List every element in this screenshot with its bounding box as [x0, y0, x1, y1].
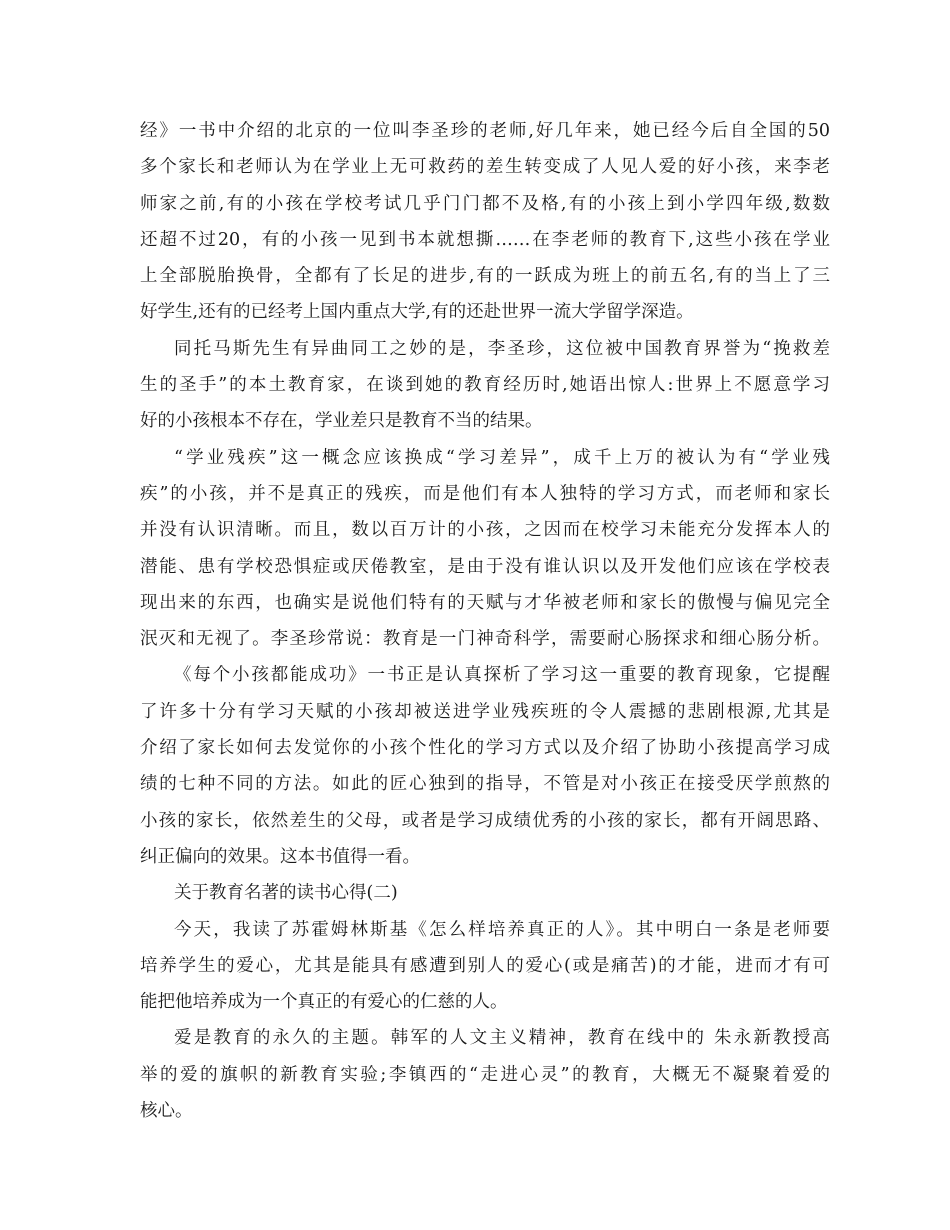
text-line: 小孩的家长，依然差生的父母，或者是学习成绩优秀的小孩的家长，都有开阔思路、 — [140, 810, 830, 831]
text-line: 生的圣手”的本土教育家，在谈到她的教育经历时,她语出惊人:世界上不愿意学习 — [140, 375, 830, 396]
paragraph-first-line: 《每个小孩都能成功》一书正是认真探析了学习这一重要的教育现象，它提醒 — [174, 665, 830, 686]
text-line: 介绍了家长如何去发觉你的小孩个性化的学习方式以及介绍了协助小孩提高学习成 — [140, 738, 830, 759]
text-line: 举的爱的旗帜的新教育实验;李镇西的“走进心灵”的教育，大概无不凝聚着爱的 — [140, 1064, 830, 1085]
text-line: 培养学生的爱心，尤其是能具有感遭到别人的爱心(或是痛苦)的才能，进而才有可 — [140, 955, 830, 976]
text-line: 能把他培养成为一个真正的有爱心的仁慈的人。 — [140, 992, 508, 1013]
text-line: 泯灭和无视了。李圣珍常说：教育是一门神奇科学，需要耐心肠探求和细心肠分析。 — [140, 629, 830, 650]
text-line: 好学生,还有的已经考上国内重点大学,有的还赴世界一流大学留学深造。 — [140, 302, 694, 323]
text-line: 了许多十分有学习天赋的小孩却被送进学业残疾班的令人震撼的悲剧根源,尤其是 — [140, 701, 830, 722]
text-line: 疾”的小孩，并不是真正的残疾，而是他们有本人独特的学习方式，而老师和家长 — [140, 483, 830, 504]
text-line: 还超不过20，有的小孩一见到书本就想撕……在李老师的教育下,这些小孩在学业 — [140, 229, 830, 250]
body-text — [140, 113, 830, 1129]
text-line: 经》一书中介绍的北京的一位叫李圣珍的老师,好几年来，她已经今后自全国的50 — [140, 121, 830, 141]
text-line: 多个家长和老师认为在学业上无可救药的差生转变成了人见人爱的好小孩，来李老 — [140, 157, 830, 178]
text-line: 绩的七种不同的方法。如此的匠心独到的指导，不管是对小孩正在接受厌学煎熬的 — [140, 774, 830, 795]
text-line: 纠正偏向的效果。这本书值得一看。 — [140, 846, 420, 867]
paragraph-first-line: 关于教育名著的读书心得(二) — [174, 883, 398, 904]
paragraph-first-line: 同托马斯先生有异曲同工之妙的是，李圣珍，这位被中国教育界誉为“挽救差 — [174, 338, 830, 359]
paragraph-first-line: 爱是教育的永久的主题。韩军的人文主义精神，教育在线中的 朱永新教授高 — [174, 1028, 830, 1049]
text-line: 上全部脱胎换骨，全都有了长足的进步,有的一跃成为班上的前五名,有的当上了三 — [140, 266, 830, 287]
text-line: 并没有认识清晰。而且，数以百万计的小孩，之因而在校学习未能充分发挥本人的 — [140, 520, 830, 541]
text-line: 核心。 — [140, 1101, 193, 1122]
paragraph-first-line: 今天，我读了苏霍姆林斯基《怎么样培养真正的人》。其中明白一条是老师要 — [174, 919, 830, 940]
paragraph-first-line: “学业残疾”这一概念应该换成“学习差异”，成千上万的被认为有“学业残 — [174, 447, 830, 468]
text-line: 潜能、患有学校恐惧症或厌倦教室，是由于没有谁认识以及开发他们应该在学校表 — [140, 556, 830, 577]
text-line: 师家之前,有的小孩在学校考试几乎门门都不及格,有的小孩上到小学四年级,数数 — [140, 193, 830, 214]
text-line: 好的小孩根本不存在，学业差只是教育不当的结果。 — [140, 411, 543, 432]
text-line: 现出来的东西，也确实是说他们特有的天赋与才华被老师和家长的傲慢与偏见完全 — [140, 592, 830, 613]
